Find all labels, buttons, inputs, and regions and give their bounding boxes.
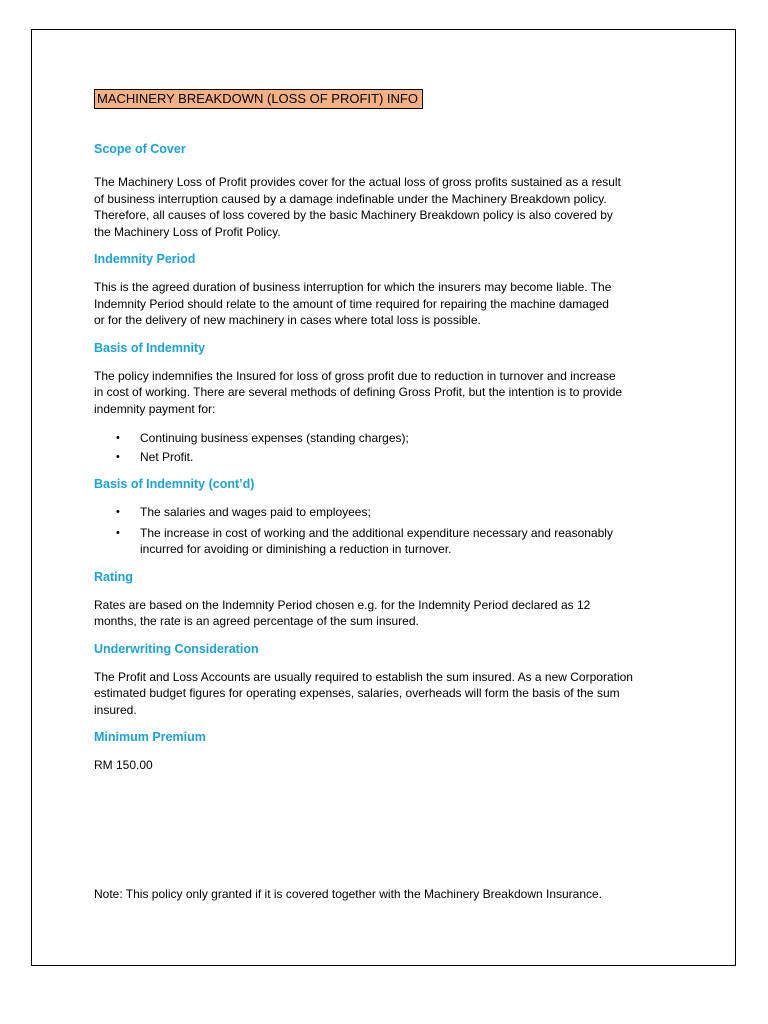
- text-line: or for the delivery of new machinery in cases where total loss is possible.: [94, 313, 481, 327]
- list-item-text: incurred for avoiding or diminishing a reduction in turnover.: [140, 542, 452, 556]
- text-line: This is the agreed duration of business interruption for which the insurers may become liable. The: [94, 280, 612, 294]
- text-line: The policy indemnifies the Insured for loss of gross profit due to reduction in turnover and increase: [94, 368, 616, 383]
- minimum-premium-value: RM 150.00: [94, 758, 153, 772]
- policy-note: Note: This policy only granted if it is covered together with the Machinery Breakdown Insurance.: [94, 886, 603, 901]
- indemnity-period-text: [94, 279, 694, 329]
- text-line: Therefore, all causes of loss covered by the basic Machinery Breakdown policy is also covered by: [94, 208, 613, 222]
- text-line: Rates are based on the Indemnity Period chosen e.g. for the Indemnity Period declared as 12: [94, 597, 591, 612]
- basis-bullet-list: [94, 430, 694, 465]
- heading-rating: Rating: [94, 569, 133, 584]
- text-line: insured.: [94, 702, 137, 717]
- heading-basis-of-indemnity-contd: Basis of Indemnity (cont’d): [94, 477, 255, 491]
- text-line: indemnity payment for:: [94, 401, 216, 416]
- document-title: MACHINERY BREAKDOWN (LOSS OF PROFIT) INFO: [94, 89, 423, 109]
- list-item-text: • The increase in cost of working and the additional expenditure necessary and reasonably: [140, 525, 613, 540]
- text-line: The Machinery Loss of Profit provides cover for the actual loss of gross profits sustained as a result: [94, 175, 621, 189]
- heading-minimum-premium: Minimum Premium: [94, 730, 206, 744]
- heading-underwriting-consideration: Underwriting Consideration: [94, 641, 259, 656]
- text-line: Indemnity Period should relate to the amount of time required for repairing the machine damaged: [94, 296, 609, 311]
- list-item-text: The salaries and wages paid to employees;: [140, 505, 371, 519]
- underwriting-text: [94, 669, 694, 719]
- basis-contd-bullet-list: [94, 504, 694, 558]
- text-line: estimated budget figures for operating expenses, salaries, overheads will form the basis of the sum: [94, 686, 620, 700]
- heading-basis-of-indemnity: Basis of Indemnity: [94, 340, 206, 355]
- document-page: [31, 29, 736, 966]
- text-line: of business interruption caused by a damage indefinable under the Machinery Breakdown policy.: [94, 191, 607, 206]
- scope-of-cover-text: [94, 174, 694, 240]
- rating-text: [94, 597, 694, 630]
- text-line: the Machinery Loss of Profit Policy.: [94, 224, 281, 239]
- text-line: months, the rate is an agreed percentage of the sum insured.: [94, 614, 419, 628]
- list-item: • Net Profit.: [94, 449, 694, 466]
- list-item: [94, 504, 694, 521]
- text-line: The Profit and Loss Accounts are usually required to establish the sum insured. As a new Corporation: [94, 669, 633, 684]
- list-item: • Continuing business expenses (standing charges);: [94, 430, 694, 447]
- list-item: [94, 525, 694, 558]
- document-content: [94, 89, 694, 902]
- heading-scope-of-cover: Scope of Cover: [94, 142, 186, 156]
- text-line: in cost of working. There are several methods of defining Gross Profit, but the intention is to provide: [94, 385, 623, 399]
- basis-of-indemnity-text: [94, 368, 694, 418]
- heading-indemnity-period: Indemnity Period: [94, 252, 196, 266]
